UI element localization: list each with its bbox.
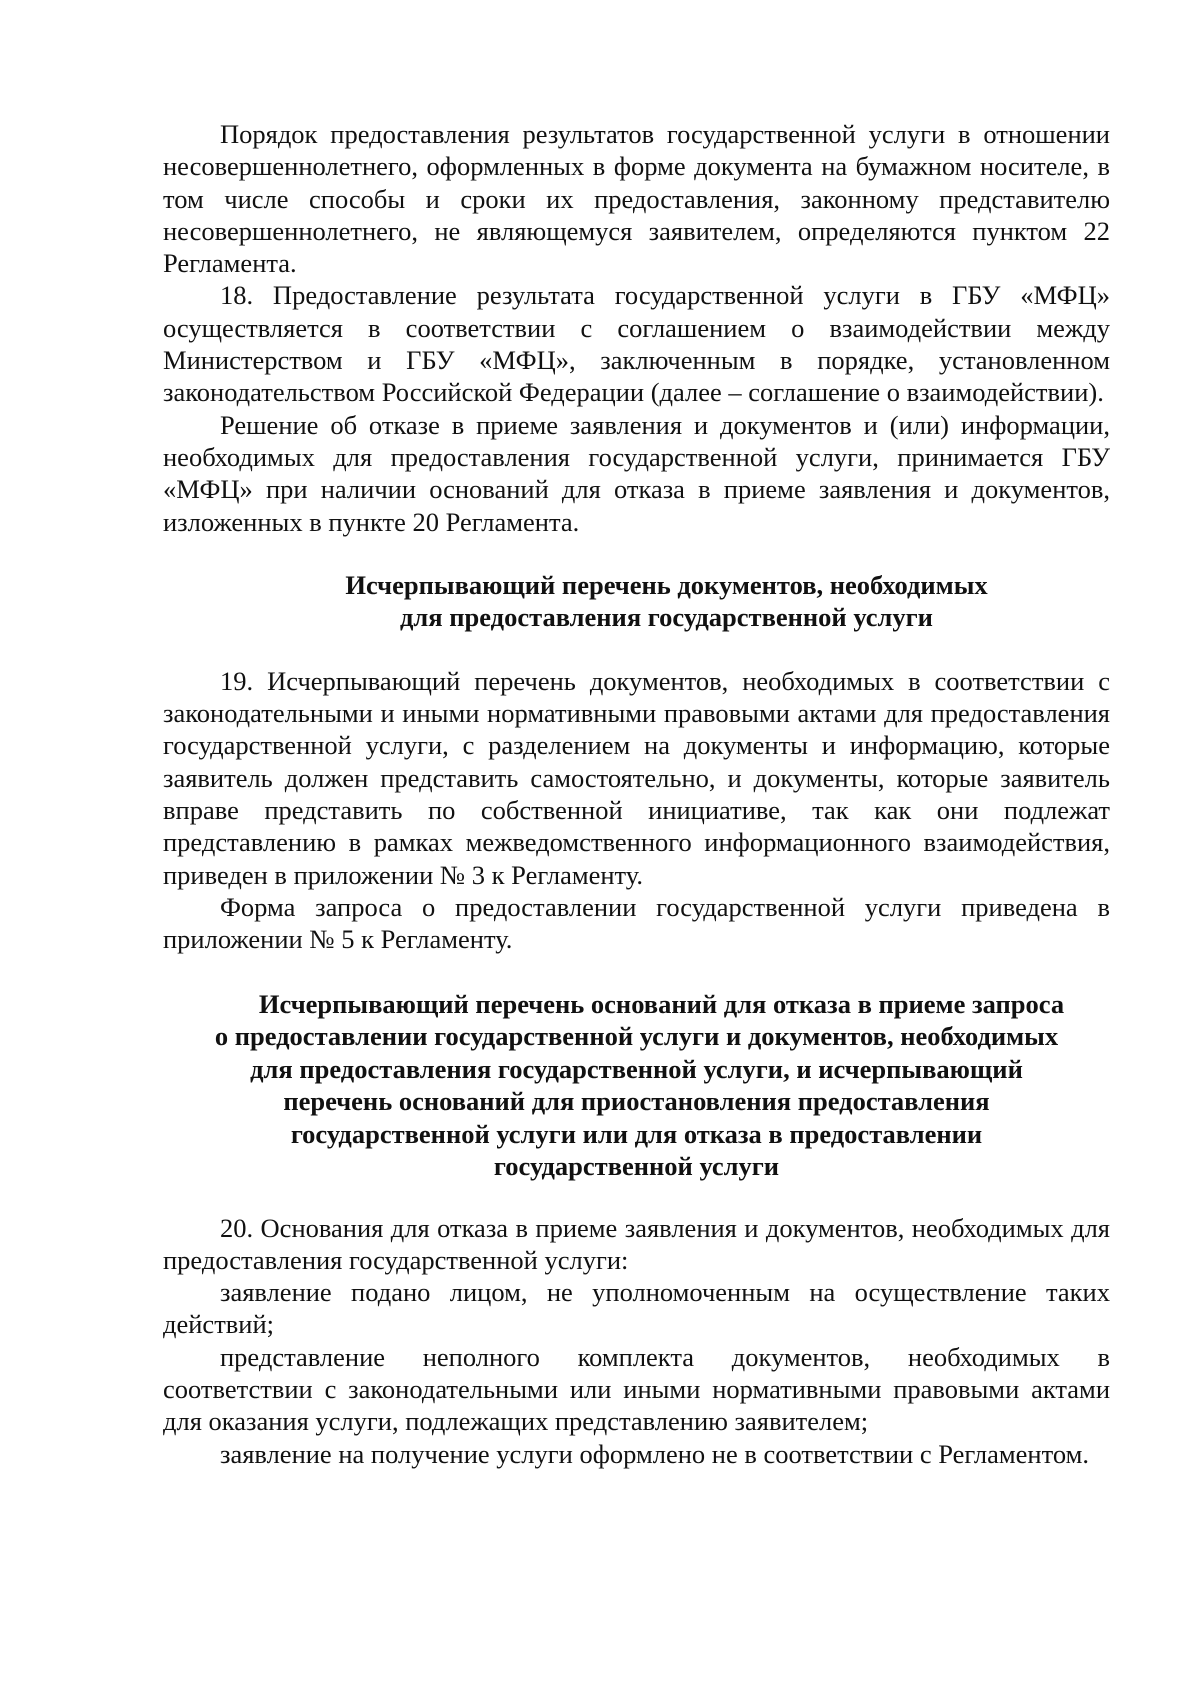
paragraph-result-order: Порядок предоставления результатов государственной услуги в отношении несовершеннолетнего, оформленных в форме документа на бумажном носителе, в том числе способы и сроки их предоставления, законному представителю несовершеннолетнего, не являющемуся заявителем, определяются пунктом 22 Регламента.	[163, 119, 1110, 279]
list-item-unauthorized: заявление подано лицом, не уполномоченным на осуществление таких действий;	[163, 1277, 1110, 1340]
paragraph-20: 20. Основания для отказа в приеме заявления и документов, необходимых для предоставления государственной услуги:	[163, 1212, 1110, 1275]
section-heading-documents	[163, 569, 1110, 634]
heading-line: государственной услуги	[493, 1151, 780, 1182]
heading-line: о предоставлении государственной услуги и документов, необходимых	[214, 1021, 1059, 1052]
paragraph-refusal-decision: Решение об отказе в приеме заявления и документов и (или) информации, необходимых для предоставления государственной услуги, принимается ГБУ «МФЦ» при наличии оснований для отказа в приеме заявления и документов, изложенных в пункте 20 Регламента.	[163, 409, 1110, 537]
paragraph-19: 19. Исчерпывающий перечень документов, необходимых в соответствии с законодательными и иными нормативными правовыми актами для предоставления государственной услуги, с разделением на документы и информацию, которые заявитель должен представить самостоятельно, и документы, которые заявитель вправе представить по собственной инициативе, так как они подлежат представлению в рамках межведомственного информационного взаимодействия, приведен в приложении № 3 к Регламенту.	[163, 665, 1110, 890]
heading-line: для предоставления государственной услуги, и исчерпывающий	[250, 1053, 1023, 1084]
heading-line: государственной услуги или для отказа в предоставлении	[290, 1118, 983, 1149]
paragraph-18: 18. Предоставление результата государственной услуги в ГБУ «МФЦ» осуществляется в соответствии с соглашением о взаимодействии между Министерством и ГБУ «МФЦ», заключенным в порядке, установленном законодательством Российской Федерации (далее – соглашение о взаимодействии).	[163, 280, 1110, 408]
heading-line: перечень оснований для приостановления предоставления	[283, 1086, 990, 1117]
heading-line: Исчерпывающий перечень оснований для отказа в приеме запроса	[258, 988, 1065, 1019]
section-heading-grounds	[163, 988, 1110, 1183]
list-item-nonconforming: заявление на получение услуги оформлено не в соответствии с Регламентом.	[220, 1438, 1089, 1469]
list-item-incomplete-set: представление неполного комплекта документов, необходимых в соответствии с законодательными или иными нормативными правовыми актами для оказания услуги, подлежащих представлению заявителем;	[163, 1341, 1110, 1437]
paragraph-request-form: Форма запроса о предоставлении государственной услуги приведена в приложении № 5 к Регламенту.	[163, 891, 1110, 955]
heading-line: Исчерпывающий перечень документов, необходимых	[345, 569, 988, 600]
heading-line: для предоставления государственной услуги	[400, 602, 933, 633]
document-body	[163, 118, 1110, 1470]
